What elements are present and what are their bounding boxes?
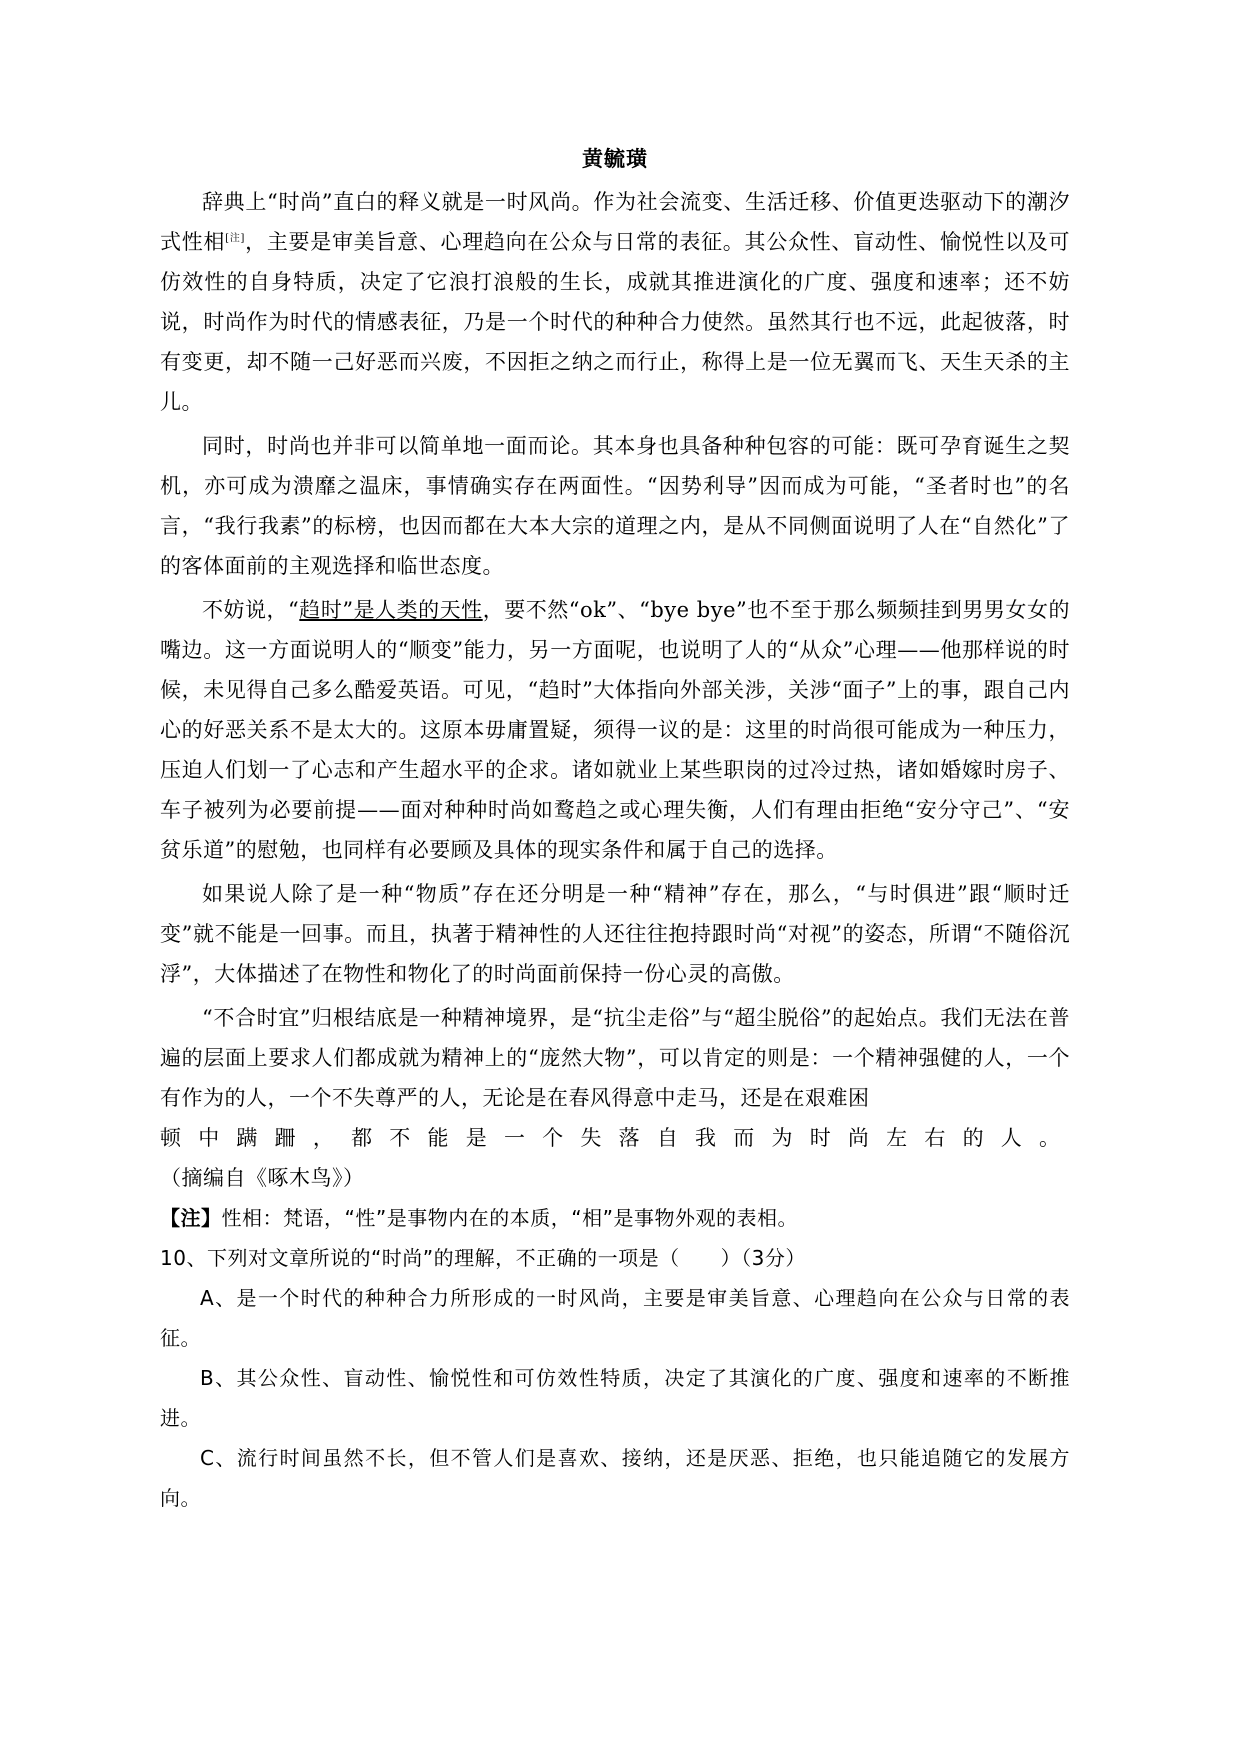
note-marker: [注] <box>225 233 245 244</box>
paragraph-3-text-a: 不妨说，“ <box>202 598 300 622</box>
footnote-label: 【注】 <box>160 1206 222 1230</box>
paragraph-5 <box>160 998 1070 1118</box>
source-citation: （摘编自《啄木鸟》） <box>160 1166 365 1190</box>
option-b: B、其公众性、盲动性、愉悦性和可仿效性特质，决定了其演化的广度、强度和速率的不断推进。 <box>160 1366 1070 1430</box>
footnote <box>160 1198 1070 1238</box>
paragraph-5-text-a: “不合时宜”归根结底是一种精神境界，是“抗尘走俗”与“超尘脱俗”的起始点。我们无法在普遍的层面上要求人们都成就为精神上的“庞然大物”，可以肯定的则是：一个精神强健的人，一个有作为的人，一个不失尊严的人，无论是在春风得意中走马，还是在艰难困 <box>160 1006 1070 1110</box>
paragraph-1 <box>160 182 1070 422</box>
paragraph-1-text-a: 辞典上“时尚”直白的释义就是一时风尚。作为社会流变、生活迁移、价值更迭驱动下的潮汐式性相 <box>160 190 1070 254</box>
paragraph-4: 如果说人除了是一种“物质”存在还分明是一种“精神”存在，那么，“与时俱进”跟“顺时迁变”就不能是一回事。而且，执著于精神性的人还往往抱持跟时尚“对视”的姿态，所谓“不随俗沉浮”，大体描述了在物性和物化了的时尚面前保持一份心灵的高傲。 <box>160 882 1070 986</box>
question-10: 10、下列对文章所说的“时尚”的理解，不正确的一项是（ ）（3分） <box>160 1246 806 1270</box>
option-a: A、是一个时代的种种合力所形成的一时风尚，主要是审美旨意、心理趋向在公众与日常的表征。 <box>160 1286 1070 1350</box>
paragraph-3 <box>160 590 1070 870</box>
paragraph-3-text-b: ，要不然“ok”、“bye bye”也不至于那么频频挂到男男女女的嘴边。这一方面说明人的“顺变”能力，另一方面呢，也说明了人的“从众”心理——他那样说的时候，未见得自己多么酷爱英语。可见，“趋时”大体指向外部关涉，关涉“面子”上的事，跟自己内心的好恶关系不是太大的。这原本毋庸置疑，须得一议的是：这里的时尚很可能成为一种压力，压迫人们划一了心志和产生超水平的企求。诸如就业上某些职岗的过冷过热，诸如婚嫁时房子、车子被列为必要前提——面对种种时尚如鹜趋之或心理失衡，人们有理由拒绝“安分守己”、“安贫乐道”的慰勉，也同样有必要顾及具体的现实条件和属于自己的选择。 <box>160 598 1070 862</box>
author-title: 黄毓璜 <box>582 146 648 171</box>
option-c: C、流行时间虽然不长，但不管人们是喜欢、接纳，还是厌恶、拒绝，也只能追随它的发展方向。 <box>160 1446 1070 1510</box>
footnote-text: 性相：梵语，“性”是事物内在的本质，“相”是事物外观的表相。 <box>221 1206 798 1230</box>
document-page <box>160 140 1070 1518</box>
paragraph-1-text-b: ，主要是审美旨意、心理趋向在公众与日常的表征。其公众性、盲动性、愉悦性以及可仿效性的自身特质，决定了它浪打浪般的生长，成就其推进演化的广度、强度和速率；还不妨说，时尚作为时代的情感表征，乃是一个时代的种种合力使然。虽然其行也不远，此起彼落，时有变更，却不随一己好恶而兴废，不因拒之纳之而行止，称得上是一位无翼而飞、天生天杀的主儿。 <box>160 230 1071 414</box>
underlined-phrase: 趋时”是人类的天性 <box>299 598 483 622</box>
paragraph-2: 同时，时尚也并非可以简单地一面而论。其本身也具备种种包容的可能：既可孕育诞生之契机，亦可成为溃靡之温床，事情确实存在两面性。“因势利导”因而成为可能，“圣者时也”的名言，“我行我素”的标榜，也因而都在大本大宗的道理之内，是从不同侧面说明了人在“自然化”了的客体面前的主观选择和临世态度。 <box>160 434 1070 578</box>
paragraph-5-last-line: 顿中蹒跚，都不能是一个失落自我而为时尚左右的人。 <box>160 1126 1070 1150</box>
